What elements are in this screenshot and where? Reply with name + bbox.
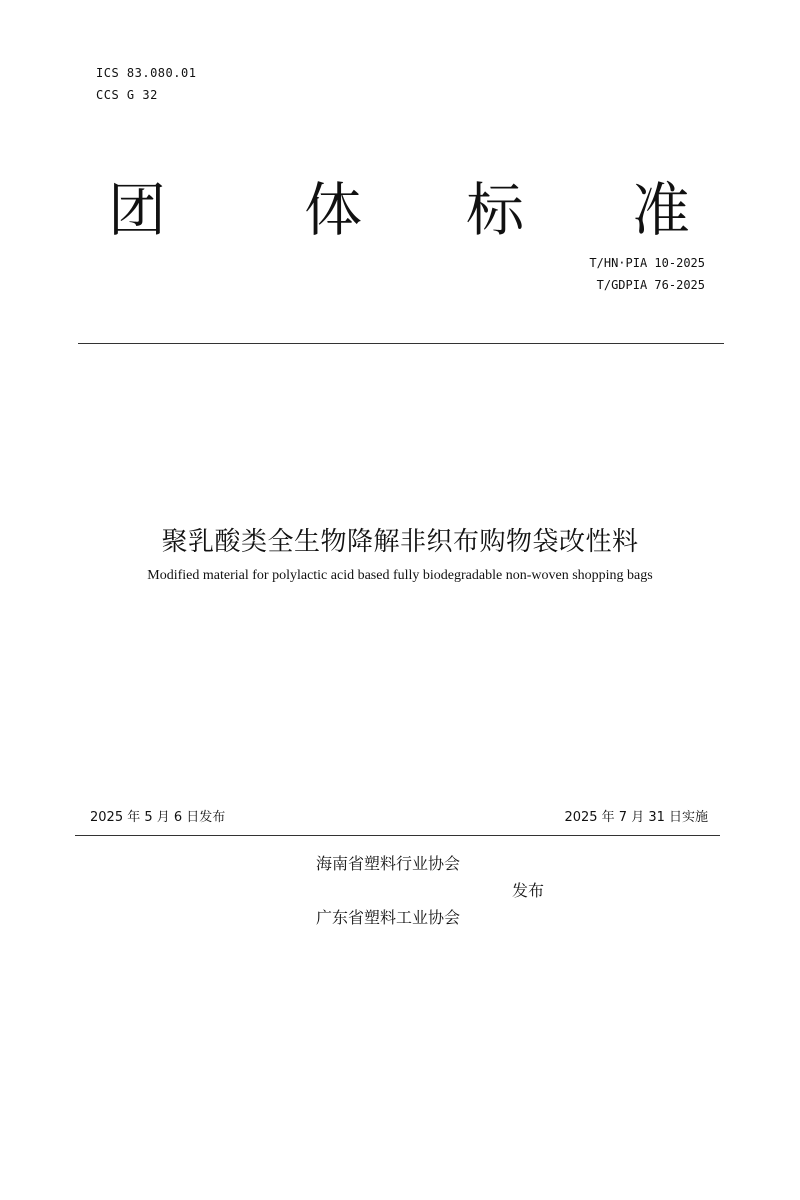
- document-type-heading: [100, 170, 700, 250]
- standard-code-gd: T/GDPIA 76-2025: [596, 278, 705, 292]
- english-title: Modified material for polylactic acid based fully biodegradable non-woven shopping bags: [147, 568, 653, 583]
- chinese-title: 聚乳酸类全生物降解非织布购物袋改性料: [161, 527, 639, 557]
- standard-codes: [589, 252, 705, 296]
- standard-code-hn: T/HN·PIA 10-2025: [589, 256, 705, 270]
- heading-char-4: 准: [632, 176, 691, 244]
- issuer-guangdong: 广东省塑料工业协会: [316, 908, 461, 927]
- implementation-date: 2025 年 7 月 31 日实施: [564, 810, 708, 825]
- heading-char-3: 标: [466, 176, 525, 244]
- classification-block: [96, 62, 196, 106]
- publish-label: 发布: [512, 881, 545, 900]
- bottom-divider: [75, 835, 720, 836]
- ics-code: ICS 83.080.01: [96, 66, 197, 80]
- publish-date: 2025 年 5 月 6 日发布: [90, 810, 226, 825]
- top-divider: [78, 343, 724, 344]
- heading-char-1: 团: [108, 176, 167, 244]
- issuer-hainan: 海南省塑料行业协会: [316, 854, 461, 873]
- heading-char-2: 体: [304, 176, 363, 244]
- ccs-code: CCS G 32: [96, 88, 158, 102]
